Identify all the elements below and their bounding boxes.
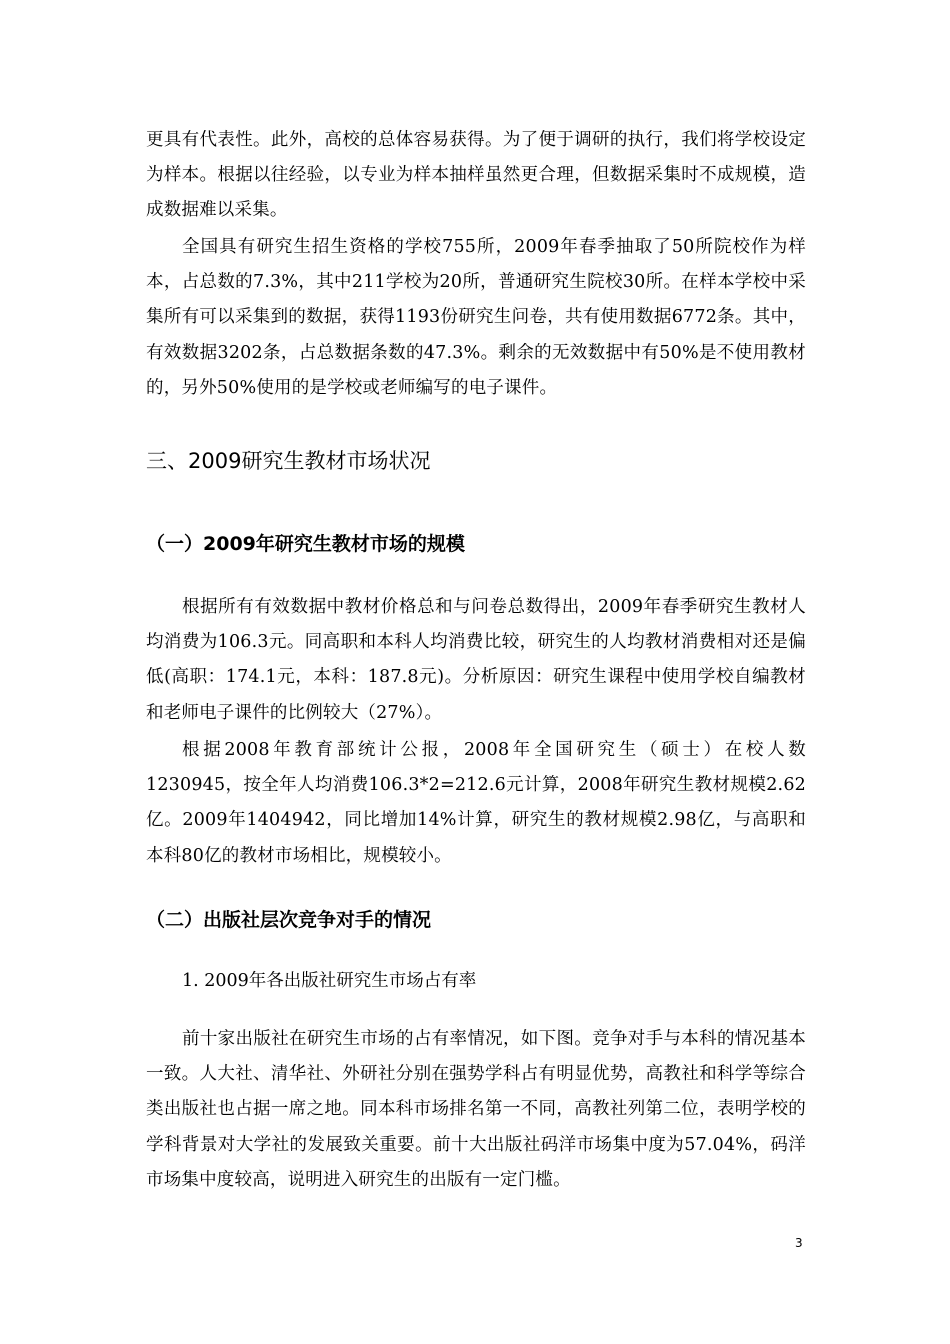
paragraph-sample-statistics: 全国具有研究生招生资格的学校755所，2009年春季抽取了50所院校作为样本，占总数的7.3%，其中211学校为20所，普通研究生院校30所。在样本学校中采集所有可以采集到的数据，获得1193份研究生问卷，共有使用数据6772条。其中，有效数据3202条，占总数据条数的47.3%。剩余的无效数据中有50%是不使用教材的，另外50%使用的是学校或老师编写的电子课件。 — [146, 237, 806, 398]
subsection-heading-market-scale: （一）2009年研究生教材市场的规模 — [146, 533, 465, 555]
list-item-market-share: 1. 2009年各出版社研究生市场占有率 — [182, 971, 477, 991]
subsection-heading-competitors: （二）出版社层次竞争对手的情况 — [146, 909, 432, 931]
paragraph-per-capita-spending: 根据所有有效数据中教材价格总和与问卷总数得出，2009年春季研究生教材人均消费为106.3元。同高职和本科人均消费比较，研究生的人均教材消费相对还是偏低(高职：174.1元，本科：187.8元)。分析原因：研究生课程中使用学校自编教材和老师电子课件的比例较大（27%）。 — [146, 597, 806, 723]
page-number: 3 — [795, 1236, 803, 1250]
paragraph-top-publishers: 前十家出版社在研究生市场的占有率情况，如下图。竞争对手与本科的情况基本一致。人大社、清华社、外研社分别在强势学科占有明显优势，高教社和科学等综合类出版社也占据一席之地。同本科市场排名第一不同，高教社列第二位，表明学校的学科背景对大学社的发展致关重要。前十大出版社码洋市场集中度为57.04%，码洋市场集中度较高，说明进入研究生的出版有一定门槛。 — [146, 1029, 806, 1190]
paragraph-sampling-method: 更具有代表性。此外，高校的总体容易获得。为了便于调研的执行，我们将学校设定为样本。根据以往经验，以专业为样本抽样虽然更合理，但数据采集时不成规模，造成数据难以采集。 — [146, 130, 806, 221]
paragraph-market-size: 根据2008年教育部统计公报，2008年全国研究生（硕士）在校人数1230945，按全年人均消费106.3*2=212.6元计算，2008年研究生教材规模2.62亿。2009年1404942，同比增加14%计算，研究生的教材规模2.98亿，与高职和本科80亿的教材市场相比，规模较小。 — [146, 740, 806, 866]
section-heading-market-status: 三、2009研究生教材市场状况 — [146, 449, 431, 473]
